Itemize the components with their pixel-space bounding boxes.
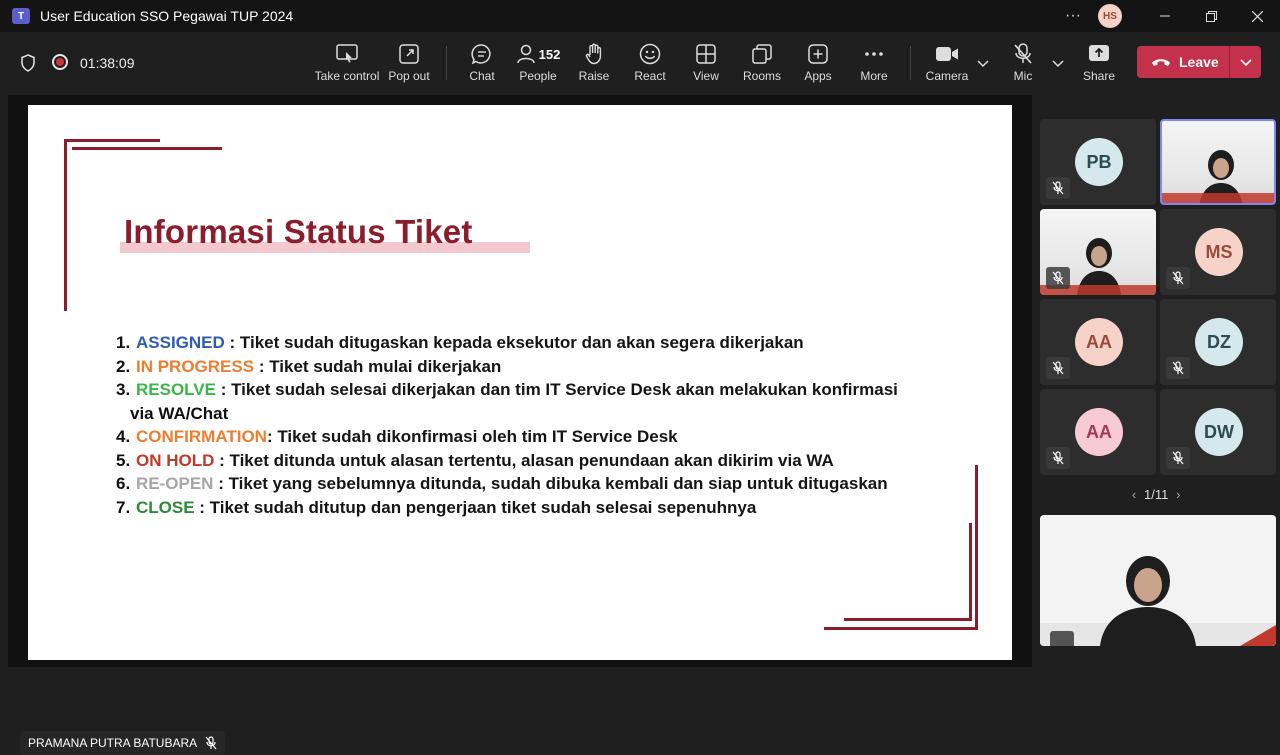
pager-prev-button[interactable]: ‹ xyxy=(1131,487,1137,502)
pager-next-button[interactable]: › xyxy=(1176,487,1181,502)
more-button[interactable] xyxy=(843,42,905,88)
participant-mic-off-icon xyxy=(1046,447,1070,469)
camera-icon xyxy=(935,45,959,63)
participant-tile[interactable] xyxy=(1040,209,1156,295)
window-title: User Education SSO Pegawai TUP 2024 xyxy=(40,8,294,24)
react-button[interactable] xyxy=(619,42,681,88)
leave-options-button[interactable] xyxy=(1230,46,1261,78)
status-item xyxy=(116,355,956,379)
participant-tile[interactable] xyxy=(1040,299,1156,385)
status-description-continuation: via WA/Chat xyxy=(130,403,229,423)
apps-button[interactable] xyxy=(787,42,849,88)
participant-avatar: AA xyxy=(1075,318,1123,366)
minimize-icon xyxy=(1160,11,1170,21)
slide-frame-decoration xyxy=(844,523,972,621)
status-item xyxy=(116,449,956,473)
participants-panel xyxy=(1036,95,1280,671)
people-icon xyxy=(516,44,536,64)
people-count: 152 xyxy=(538,46,561,62)
status-item xyxy=(116,378,956,425)
chevron-down-icon xyxy=(1239,55,1253,69)
raise-label: Raise xyxy=(578,69,610,83)
status-item xyxy=(116,331,956,355)
participant-mic-off-icon xyxy=(1166,267,1190,289)
mic-off-icon xyxy=(205,736,217,750)
react-icon xyxy=(639,43,661,65)
participant-tile[interactable] xyxy=(1160,119,1276,205)
mic-options-chevron-icon[interactable] xyxy=(1051,56,1065,70)
pager-text: 1/11 xyxy=(1144,487,1169,502)
camera-label: Camera xyxy=(925,69,969,83)
status-description: : Tiket sudah ditugaskan kepada eksekutor dan akan segera dikerjakan xyxy=(224,333,804,352)
slide-frame-decoration xyxy=(72,147,222,150)
participant-avatar: MS xyxy=(1195,228,1243,276)
rooms-button[interactable] xyxy=(731,42,793,88)
participants-pager xyxy=(1124,487,1188,502)
status-number: 7. xyxy=(116,497,131,517)
take-control-label: Take control xyxy=(314,69,380,83)
share-button[interactable] xyxy=(1068,42,1130,88)
status-keyword: RE-OPEN xyxy=(136,474,214,493)
recording-indicator-icon xyxy=(52,54,68,70)
mic-off-icon xyxy=(1013,43,1033,65)
user-avatar[interactable]: HS xyxy=(1098,4,1122,28)
phone-hangup-icon xyxy=(1151,57,1171,67)
status-keyword: IN PROGRESS xyxy=(136,356,255,376)
close-icon xyxy=(1252,11,1263,22)
mic-button[interactable] xyxy=(992,42,1054,88)
presentation-slide xyxy=(28,105,1012,660)
status-number: 3. xyxy=(116,380,131,399)
react-label: React xyxy=(634,69,666,83)
participant-tile[interactable] xyxy=(1160,209,1276,295)
participant-mic-off-icon xyxy=(1046,177,1070,199)
pop-out-label: Pop out xyxy=(388,69,430,83)
leave-control xyxy=(1137,46,1261,78)
participant-mic-off-icon xyxy=(1166,357,1190,379)
people-label: People xyxy=(519,69,557,83)
participant-tile[interactable] xyxy=(1160,389,1276,475)
rooms-icon xyxy=(752,44,772,64)
status-description: : Tiket sudah selesai dikerjakan dan tim IT Service Desk akan melakukan konfirmasi xyxy=(215,380,898,399)
shared-content-stage xyxy=(8,95,1032,750)
pop-out-icon xyxy=(399,44,419,64)
take-control-icon xyxy=(336,44,358,64)
meeting-timer: 01:38:09 xyxy=(80,55,135,71)
status-number: 4. xyxy=(116,427,131,446)
status-number: 5. xyxy=(116,450,131,470)
view-label: View xyxy=(693,69,719,83)
rooms-label: Rooms xyxy=(742,69,781,83)
status-description: : Tiket sudah dikonfirmasi oleh tim IT Service Desk xyxy=(266,427,678,446)
status-description: : Tiket sudah ditutup dan pengerjaan tiket sudah selesai sepenuhnya xyxy=(194,497,757,517)
camera-options-chevron-icon[interactable] xyxy=(976,56,990,70)
status-item xyxy=(116,496,956,520)
status-description: : Tiket sudah mulai dikerjakan xyxy=(254,356,502,376)
participant-tile[interactable] xyxy=(1040,389,1156,475)
restore-icon xyxy=(1206,11,1217,22)
presenter-name-tag xyxy=(20,731,225,755)
status-keyword: RESOLVE xyxy=(136,380,216,399)
status-keyword: CLOSE xyxy=(136,497,195,517)
status-description: : Tiket yang sebelumnya ditunda, sudah dibuka kembali dan siap untuk ditugaskan xyxy=(213,474,888,493)
restore-button[interactable] xyxy=(1188,0,1234,32)
people-button[interactable] xyxy=(507,42,569,88)
participant-avatar: AA xyxy=(1075,408,1123,456)
status-number: 6. xyxy=(116,474,131,493)
status-keyword: ASSIGNED xyxy=(136,333,225,352)
camera-button[interactable] xyxy=(916,42,978,88)
title-bar xyxy=(0,0,1280,32)
apps-icon xyxy=(808,44,828,64)
status-keyword: CONFIRMATION xyxy=(136,427,267,446)
pop-out-button[interactable] xyxy=(378,42,440,88)
participant-avatar: DW xyxy=(1195,408,1243,456)
status-item xyxy=(116,472,956,496)
view-icon xyxy=(696,44,716,64)
participant-mic-off-icon xyxy=(1166,447,1190,469)
view-button[interactable] xyxy=(675,42,737,88)
take-control-button[interactable] xyxy=(316,42,378,88)
status-description: : Tiket ditunda untuk alasan tertentu, alasan penundaan akan dikirim via WA xyxy=(214,450,834,470)
presenter-name: PRAMANA PUTRA BATUBARA xyxy=(28,736,198,750)
chat-icon xyxy=(471,43,493,65)
share-label: Share xyxy=(1082,69,1116,83)
status-list xyxy=(116,331,956,519)
self-video-frame xyxy=(1040,515,1276,646)
participant-mic-off-icon xyxy=(1046,267,1070,289)
self-view-video[interactable] xyxy=(1040,515,1276,646)
mic-label: Mic xyxy=(1013,69,1033,83)
status-item xyxy=(116,425,956,449)
status-keyword: ON HOLD xyxy=(136,450,215,470)
leave-button[interactable] xyxy=(1137,46,1229,78)
status-number: 1. xyxy=(116,333,131,352)
participant-tile[interactable] xyxy=(1160,299,1276,385)
share-icon xyxy=(1088,44,1110,64)
chat-label: Chat xyxy=(469,69,495,83)
participant-mic-off-icon xyxy=(1046,357,1070,379)
raise-hand-icon xyxy=(584,43,604,65)
participant-avatar: DZ xyxy=(1195,318,1243,366)
minimize-button[interactable] xyxy=(1142,0,1188,32)
more-options-button[interactable]: ··· xyxy=(1065,7,1081,24)
participant-tile[interactable] xyxy=(1040,119,1156,205)
teams-logo-icon: T xyxy=(12,8,30,24)
leave-label: Leave xyxy=(1179,54,1219,70)
status-number: 2. xyxy=(116,356,131,376)
close-button[interactable] xyxy=(1234,0,1280,32)
meeting-toolbar xyxy=(0,32,1280,94)
more-icon xyxy=(864,51,884,57)
shield-icon[interactable] xyxy=(20,54,36,72)
participant-avatar: PB xyxy=(1075,138,1123,186)
more-label: More xyxy=(860,69,888,83)
apps-label: Apps xyxy=(804,69,832,83)
chat-button[interactable] xyxy=(451,42,513,88)
slide-title: Informasi Status Tiket xyxy=(124,213,473,250)
raise-hand-button[interactable] xyxy=(563,42,625,88)
